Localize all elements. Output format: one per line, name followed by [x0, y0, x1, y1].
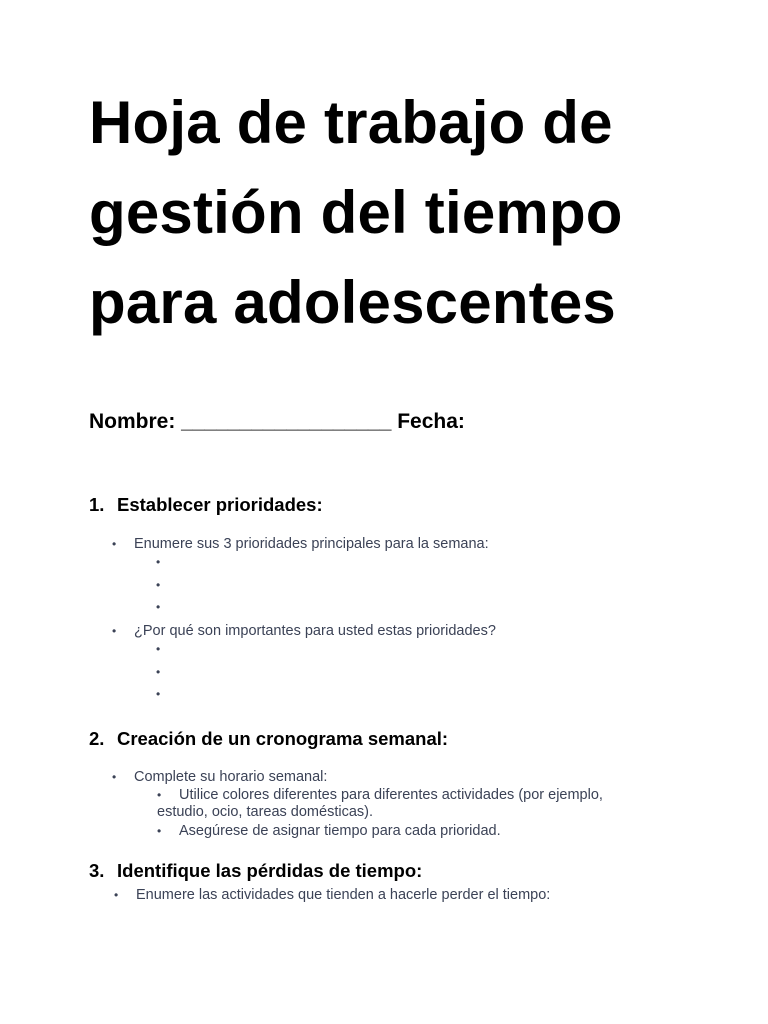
section-number: 3.	[89, 860, 105, 881]
bullet-icon: •	[114, 888, 119, 902]
section-title: Creación de un cronograma semanal:	[117, 728, 449, 749]
empty-bullet-icon: •	[156, 578, 161, 592]
list-item-text: Enumere las actividades que tienden a hacerle perder el tiempo:	[136, 887, 551, 903]
page-title: Hoja de trabajo de gestión del tiempo para adolescentes	[89, 89, 623, 336]
sub-list-item	[157, 787, 637, 821]
section-number: 2.	[89, 728, 105, 749]
bullet-icon: •	[157, 788, 162, 802]
sub-list-item	[157, 823, 501, 840]
name-date-line: Nombre: __________________ Fecha:	[89, 410, 465, 433]
sub-list-item-text: Asegúrese de asignar tiempo para cada prioridad.	[179, 823, 501, 839]
section-title: Identifique las pérdidas de tiempo:	[117, 860, 423, 881]
bullet-icon: •	[112, 624, 117, 638]
empty-bullet-icon: •	[156, 642, 161, 656]
list-item	[114, 887, 551, 904]
sub-list-item-text: Utilice colores diferentes para diferentes actividades (por ejemplo, estudio, ocio, tareas domésticas).	[157, 787, 603, 820]
section-heading-time-wasters	[89, 859, 422, 883]
list-item-text: ¿Por qué son importantes para usted estas prioridades?	[134, 623, 496, 639]
empty-bullet-icon: •	[156, 687, 161, 701]
empty-bullet-icon: •	[156, 665, 161, 679]
list-item	[112, 769, 328, 786]
section-heading-schedule	[89, 727, 448, 751]
bullet-icon: •	[112, 537, 117, 551]
bullet-icon: •	[157, 824, 162, 838]
list-item-text: Complete su horario semanal:	[134, 769, 328, 785]
section-number: 1.	[89, 494, 105, 515]
list-item	[112, 623, 496, 640]
section-heading-priorities	[89, 493, 323, 517]
section-title: Establecer prioridades:	[117, 494, 323, 515]
list-item-text: Enumere sus 3 prioridades principales para la semana:	[134, 536, 489, 552]
list-item	[112, 536, 489, 553]
empty-bullet-icon: •	[156, 600, 161, 614]
empty-bullet-icon: •	[156, 555, 161, 569]
bullet-icon: •	[112, 770, 117, 784]
